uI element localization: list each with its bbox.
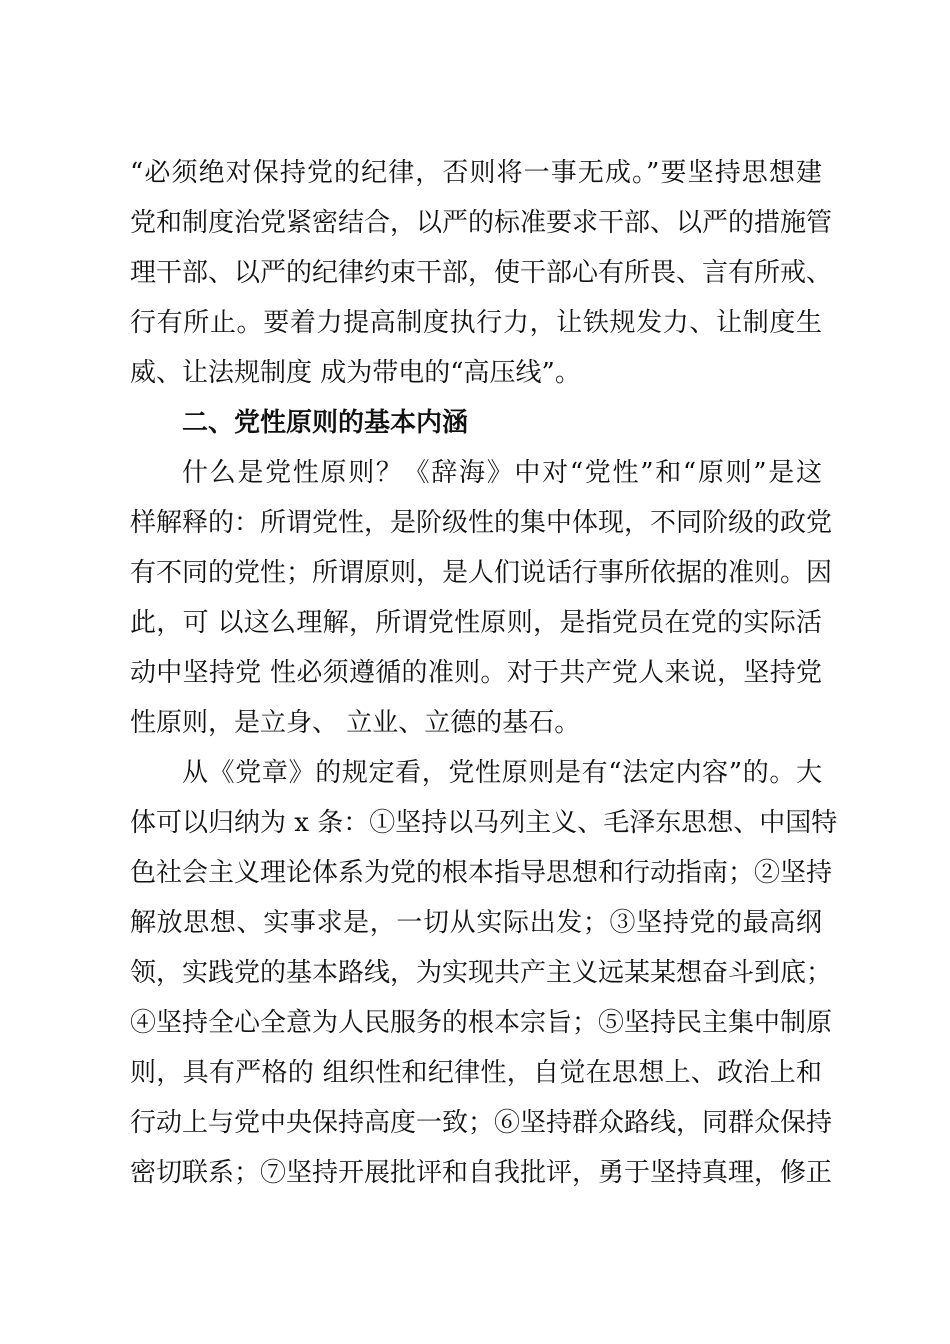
paragraph-3-line-6: ④坚持全心全意为人民服务的根本宗旨；⑤坚持民主集中制原 (130, 1008, 833, 1038)
paragraph-3-line-4: 解放思想、实事求是，一切从实际出发；③坚持党的最高纲 (130, 908, 822, 938)
paragraph-2-line-3: 有不同的党性；所谓原则，是人们说话行事所依据的准则。因 (130, 558, 833, 588)
paragraph-2-line-4: 此，可 以这么理解，所谓党性原则，是指党员在党的实际活 (130, 608, 822, 638)
paragraph-1-line-5: 威、让法规制度 成为带电的“高压线”。 (130, 358, 581, 388)
paragraph-2-line-1: 什么是党性原则？《辞海》中对“党性”和“原则”是这 (182, 458, 822, 488)
paragraph-1-line-4: 行有所止。要着力提高制度执行力，让铁规发力、让制度生 (130, 308, 822, 338)
paragraph-2-line-5: 动中坚持党 性必须遵循的准则。对于共产党人来说，坚持党 (130, 658, 822, 688)
paragraph-3-line-8: 行动上与党中央保持高度一致；⑥坚持群众路线，同群众保持 (130, 1108, 833, 1138)
paragraph-3-line-9: 密切联系；⑦坚持开展批评和自我批评，勇于坚持真理，修正 (130, 1158, 833, 1188)
paragraph-1-line-2: 党和制度治党紧密结合，以严的标准要求干部、以严的措施管 (130, 208, 833, 238)
paragraph-3-line-7: 则，具有严格的 组织性和纪律性，自觉在思想上、政治上和 (130, 1058, 822, 1088)
paragraph-3-line-5: 领，实践党的基本路线，为实现共产主义远某某想奋斗到底； (130, 958, 833, 988)
paragraph-2-line-6: 性原则，是立身、 立业、立德的基石。 (130, 708, 581, 738)
paragraph-3-line-1: 从《党章》的规定看，党性原则是有“法定内容”的。大 (182, 758, 822, 788)
paragraph-2-line-2: 样解释的：所谓党性，是阶级性的集中体现，不同阶级的政党 (130, 508, 833, 538)
paragraph-1-line-3: 理干部、以严的纪律约束干部，使干部心有所畏、言有所戒、 (130, 258, 833, 288)
paragraph-3-line-3: 色社会主义理论体系为党的根本指导思想和行动指南；②坚持 (130, 858, 833, 888)
paragraph-1-line-1: “必须绝对保持党的纪律，否则将一事无成。”要坚持思想建 (130, 158, 822, 188)
paragraph-3-line-2: 体可以归纳为 x 条：①坚持以马列主义、毛泽东思想、中国特 (130, 808, 838, 838)
section-heading: 二、党性原则的基本内涵 (182, 408, 469, 438)
